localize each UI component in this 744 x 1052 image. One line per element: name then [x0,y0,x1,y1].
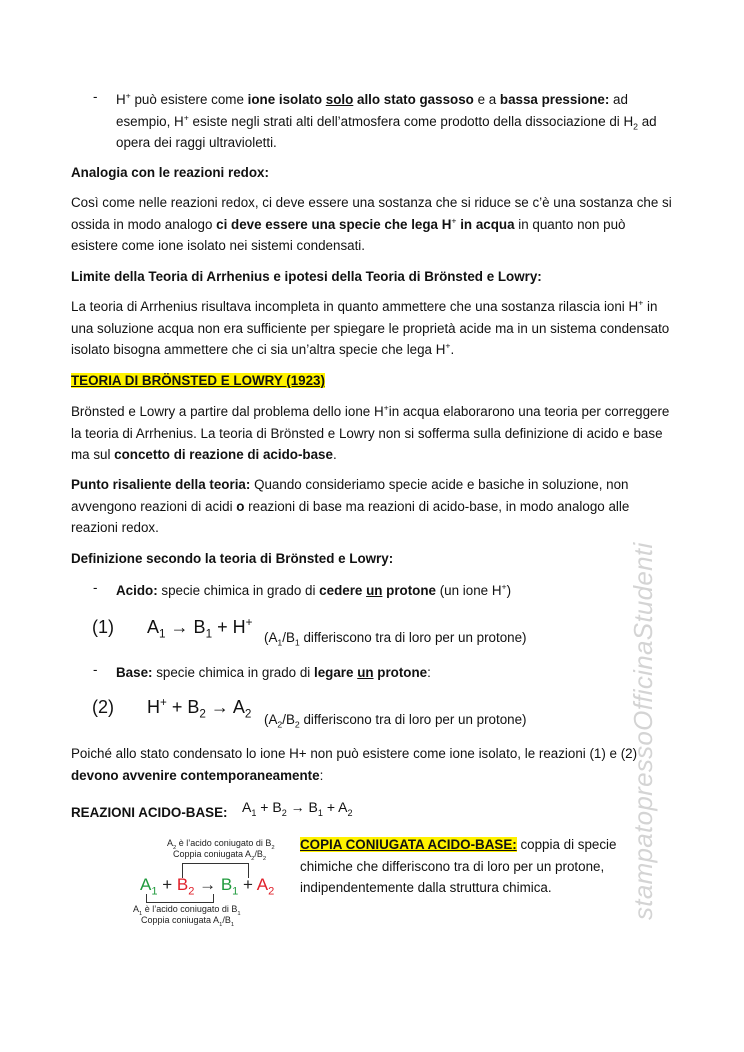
underlined-text: un [357,665,374,680]
subscript: 1 [205,627,213,641]
conjugate-pairs-diagram [125,835,290,930]
text: è l’acido coniugato di B [142,904,238,914]
subscript: 1 [237,910,241,917]
text: ad opera dei raggi ultravioletti. [116,113,657,150]
subscript: 2 [271,844,275,851]
text: Brönsted e Lowry a partire dal problema dello ione H [71,404,384,419]
subscript: 2 [188,885,195,898]
watermark: stampatopressoOfficinaStudenti [628,542,658,920]
bold-text: in acqua [456,216,515,232]
text: . [450,342,455,357]
subscript: 2 [347,807,353,818]
highlighted-title: TEORIA DI BRÖNSTED E LOWRY (1923) [71,373,325,388]
text: La teoria di Arrhenius risultava incompleta in quanto ammettere che una sostanza rilascia ioni H [71,299,639,314]
underlined-text: un [366,583,383,598]
superscript: + [451,215,457,226]
subscript: 2 [262,855,267,862]
plus: + [238,875,257,894]
subscript: 1 [294,637,300,648]
text: /B [254,849,263,859]
text: + B [256,799,282,815]
acid-base-equation [242,799,353,818]
paragraph-conjugate-pair [300,834,645,899]
bold-text: ione isolato [247,92,326,107]
formula-base-protonation [147,696,252,721]
subscript: 2 [268,885,275,898]
list-item-text [116,580,676,602]
text: è l’acido coniugato di B [176,838,272,848]
superscript: + [501,581,507,592]
text: Coppia coniugata A [173,849,252,859]
bold-text: cedere [319,583,367,598]
bold-text: Punto risaliente della teoria: [71,477,251,492]
subscript: 1 [151,885,158,898]
diagram-caption-bottom-2 [141,915,235,928]
superscript: + [160,696,167,709]
text: B [193,617,206,637]
section-heading-definition [71,548,676,570]
text: : [427,665,431,680]
text: . [332,447,337,462]
subscript: 1 [230,921,235,928]
superscript: + [183,112,189,123]
acid-base-reactions-label [71,805,227,820]
text: Coppia coniugata A [141,915,220,925]
subscript: 1 [251,807,257,818]
section-title-theory [71,370,676,392]
base2: B [176,875,189,894]
paragraph-condensed-state [71,743,676,786]
bullet-dash: - [93,89,98,104]
subscript: 1 [219,921,223,928]
subscript: 2 [294,719,300,730]
subscript: 1 [277,637,283,648]
subscript: 2 [281,807,287,818]
paragraph-limit [71,296,676,361]
diagram-caption-bottom-1 [133,904,241,917]
paragraph-key-point [71,474,676,539]
bold-text: ci deve essere una specie che lega H [216,216,452,232]
text: esiste negli strati alti dell’atmosfera come prodotto della dissociazione di H [188,113,634,129]
superscript: + [383,402,389,413]
text: in quanto non può esistere come ione isolato nei sistemi condensati. [71,216,626,253]
text: in una soluzione acqua non era sufficiente per spiegare le proprietà acide ma in un sistema condensato isolato bisogna ammettere che ci sia un’altra specie che lega H [71,299,670,357]
superscript: + [125,90,131,101]
superscript: + [445,340,451,351]
subscript: 1 [139,910,143,917]
bold-text: devono avvenire contemporaneamente [71,767,320,783]
formula-acid-dissociation [147,616,253,641]
arrow: → A [205,697,245,717]
subscript: 2 [251,855,255,862]
text: + H [212,617,246,637]
heading-text: Limite della Teoria di Arrhenius e ipotesi della Teoria di Brönsted e Lowry: [71,269,542,284]
subscript: 2 [199,707,206,721]
text: H [116,92,126,107]
text: A [147,617,160,637]
text: Poiché allo stato condensato lo ione H+ non può esistere come ione isolato, le reazioni (1) e (2) [71,746,638,761]
text: in acqua elaborarono una teoria per correggere la teoria di Arrhenius. La teoria di Brönsted e Lowry non si sofferma sulla definizione di acido e base ma sul [71,404,670,462]
arrow: → B [286,799,318,815]
underlined-text: solo [325,92,354,107]
bold-text: Acido: [116,583,158,598]
text: differiscono tra di loro per un protone) [299,630,527,645]
base1: B [220,875,233,894]
bold-text: concetto di reazione di acido-base [114,447,333,462]
subscript: 2 [277,719,283,730]
bold-text: REAZIONI ACIDO-BASE: [71,805,228,820]
subscript: 2 [173,844,177,851]
text: (un ione H [436,583,502,598]
diagram-caption-top-2 [173,849,267,862]
text: A [167,838,174,848]
text: /B [282,712,295,727]
bottom-bracket [146,894,214,903]
subscript: 2 [244,707,252,721]
bold-text: o [236,498,245,514]
text: /B [282,630,295,645]
text: specie chimica in grado di [152,665,314,680]
superscript: + [638,297,644,308]
text: Quando consideriamo specie acide e basiche in soluzione, non avvengono reazioni di acidi [71,477,629,514]
section-heading-limit [71,266,676,288]
bold-text: Base: [116,665,153,680]
list-item-text [116,662,676,684]
text: può esistere come [130,92,248,107]
bold-text: protone [382,583,436,598]
diagram-caption-top-1 [167,838,275,851]
acid1: A [140,875,152,894]
bold-text: allo stato gassoso [353,92,474,107]
text: ) [506,583,512,598]
text: + B [166,697,200,717]
paragraph-theory [71,401,676,466]
arrow: → [165,617,194,637]
text: specie chimica in grado di [157,583,320,598]
acid2: A [256,875,269,894]
text: : [319,767,324,783]
superscript: + [245,616,253,629]
subscript: 1 [317,807,323,818]
formula-number-1: (1) [92,617,114,637]
bullet-dash: - [93,662,98,677]
text: differiscono tra di loro per un protone) [299,712,527,727]
section-heading-redox [71,162,676,184]
bold-text: legare [314,665,358,680]
text: reazioni di base ma reazioni di acido-base, in modo analogo alle reazioni redox. [71,498,630,535]
text: A [242,799,252,815]
text: + A [322,799,348,815]
bold-text: protone [373,665,428,680]
plus: + [157,875,177,894]
text: (A [264,712,278,727]
formula-number-2: (2) [92,697,114,717]
subscript: 2 [633,121,639,132]
heading-text: Analogia con le reazioni redox: [71,165,269,180]
subscript: 1 [159,627,166,641]
text: (A [264,630,278,645]
diagram-equation [140,875,275,898]
text: ad esempio, H [116,92,628,129]
list-item-text [116,89,676,154]
text: A [133,904,140,914]
text: Così come nelle reazioni redox, ci deve essere una sostanza che si riduce se c’è una sostanza che si ossida in modo analogo [71,195,672,232]
bold-text: bassa pressione: [499,92,610,107]
text: e a [473,92,500,107]
formula1-note [264,630,527,648]
arrow: → [194,875,221,894]
formula2-note [264,712,527,730]
text: H [147,697,160,717]
paragraph-redox [71,192,676,257]
text: /B [222,915,231,925]
heading-text: Definizione secondo la teoria di Brönsted e Lowry: [71,551,394,566]
text: coppia di specie chimiche che differiscono tra di loro per un protone, indipendentemente dalla struttura chimica. [300,837,617,895]
subscript: 1 [232,885,239,898]
bullet-dash: - [93,580,98,595]
highlighted-title: COPIA CONIUGATA ACIDO-BASE: [300,837,517,852]
